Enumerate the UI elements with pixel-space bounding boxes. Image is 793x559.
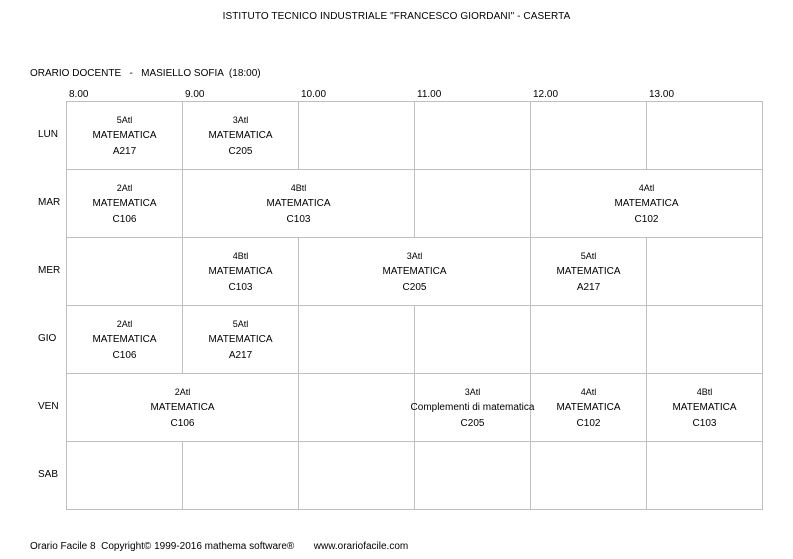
lesson-room: C102: [576, 417, 601, 429]
lesson-cell[interactable]: [183, 306, 298, 373]
lesson-subject: MATEMATICA: [150, 401, 215, 413]
lesson-cell[interactable]: [531, 170, 762, 237]
lesson-class: 4Atl: [638, 182, 655, 193]
grid-column-line: [414, 305, 415, 374]
lesson-cell[interactable]: [531, 238, 646, 305]
grid-column-line: [762, 441, 763, 510]
lesson-subject: MATEMATICA: [556, 265, 621, 277]
grid-column-line: [762, 101, 763, 170]
lesson-subject: MATEMATICA: [266, 197, 331, 209]
lesson-class: 2Atl: [116, 318, 133, 329]
lesson-cell[interactable]: [183, 170, 414, 237]
lesson-subject: Complementi di matematica: [410, 401, 535, 413]
lesson-room: C103: [286, 213, 311, 225]
lesson-subject: MATEMATICA: [208, 129, 273, 141]
lesson-cell[interactable]: [410, 374, 535, 441]
grid-column-line: [762, 373, 763, 442]
lesson-class: 4Btl: [290, 182, 307, 193]
day-label-lun: LUN: [38, 129, 59, 140]
lesson-room: C205: [228, 145, 253, 157]
lesson-room: A217: [576, 281, 601, 293]
hour-label-3: 11.00: [417, 89, 442, 100]
lesson-class: 5Atl: [232, 318, 249, 329]
lesson-subject: MATEMATICA: [382, 265, 447, 277]
teacher-schedule-title: ORARIO DOCENTE - MASIELLO SOFIA (18:00): [30, 68, 261, 79]
grid-column-line: [530, 101, 531, 170]
day-label-ven: VEN: [38, 401, 59, 412]
lesson-class: 3Atl: [232, 114, 249, 125]
grid-column-line: [762, 305, 763, 374]
timetable-grid: [66, 101, 762, 509]
lesson-cell[interactable]: [183, 238, 298, 305]
lesson-subject: MATEMATICA: [92, 197, 157, 209]
lesson-subject: MATEMATICA: [672, 401, 737, 413]
lesson-cell[interactable]: [67, 306, 182, 373]
lesson-room: C106: [112, 213, 137, 225]
hour-label-4: 12.00: [533, 89, 559, 100]
grid-column-line: [414, 441, 415, 510]
grid-column-line: [414, 169, 415, 238]
grid-column-line: [66, 237, 67, 306]
lesson-subject: MATEMATICA: [92, 129, 157, 141]
day-label-gio: GIO: [38, 333, 57, 344]
lesson-room: C102: [634, 213, 659, 225]
lesson-cell[interactable]: [531, 374, 646, 441]
lesson-class: 5Atl: [116, 114, 133, 125]
hour-label-2: 10.00: [301, 89, 327, 100]
day-label-mar: MAR: [38, 197, 61, 208]
grid-column-line: [298, 305, 299, 374]
hour-label-0: 8.00: [69, 89, 89, 100]
lesson-cell[interactable]: [67, 374, 298, 441]
lesson-cell[interactable]: [183, 102, 298, 169]
lesson-class: 2Atl: [174, 386, 191, 397]
hour-label-5: 13.00: [649, 89, 675, 100]
grid-column-line: [646, 237, 647, 306]
lesson-class: 4Btl: [232, 250, 249, 261]
lesson-room: C103: [692, 417, 717, 429]
hour-label-1: 9.00: [185, 89, 205, 100]
grid-column-line: [762, 169, 763, 238]
lesson-class: 3Atl: [406, 250, 423, 261]
lesson-room: C205: [402, 281, 427, 293]
school-title: ISTITUTO TECNICO INDUSTRIALE "FRANCESCO GIORDANI" - CASERTA: [222, 11, 571, 22]
grid-column-line: [298, 441, 299, 510]
grid-column-line: [530, 305, 531, 374]
grid-column-line: [646, 305, 647, 374]
grid-column-line: [646, 101, 647, 170]
lesson-room: A217: [112, 145, 137, 157]
lesson-subject: MATEMATICA: [556, 401, 621, 413]
grid-column-line: [298, 373, 299, 442]
lesson-subject: MATEMATICA: [614, 197, 679, 209]
lesson-cell[interactable]: [67, 102, 182, 169]
footer-copyright: Orario Facile 8 Copyright© 1999-2016 mathema software® www.orariofacile.com: [30, 541, 409, 552]
lesson-room: C106: [170, 417, 195, 429]
lesson-room: C205: [460, 417, 485, 429]
lesson-subject: MATEMATICA: [208, 333, 273, 345]
lesson-subject: MATEMATICA: [92, 333, 157, 345]
lesson-class: 3Atl: [464, 386, 481, 397]
lesson-cell[interactable]: [647, 374, 762, 441]
lesson-room: C106: [112, 349, 137, 361]
lesson-room: C103: [228, 281, 253, 293]
lesson-cell[interactable]: [67, 170, 182, 237]
grid-column-line: [530, 441, 531, 510]
lesson-class: 4Btl: [696, 386, 713, 397]
grid-column-line: [414, 101, 415, 170]
day-label-mer: MER: [38, 265, 61, 276]
lesson-class: 4Atl: [580, 386, 597, 397]
grid-column-line: [298, 101, 299, 170]
grid-column-line: [762, 237, 763, 306]
lesson-subject: MATEMATICA: [208, 265, 273, 277]
lesson-class: 5Atl: [580, 250, 597, 261]
grid-column-line: [646, 441, 647, 510]
lesson-cell[interactable]: [299, 238, 530, 305]
grid-column-line: [182, 441, 183, 510]
day-label-sab: SAB: [38, 469, 59, 480]
grid-column-line: [66, 441, 67, 510]
lesson-room: A217: [228, 349, 253, 361]
lesson-class: 2Atl: [116, 182, 133, 193]
